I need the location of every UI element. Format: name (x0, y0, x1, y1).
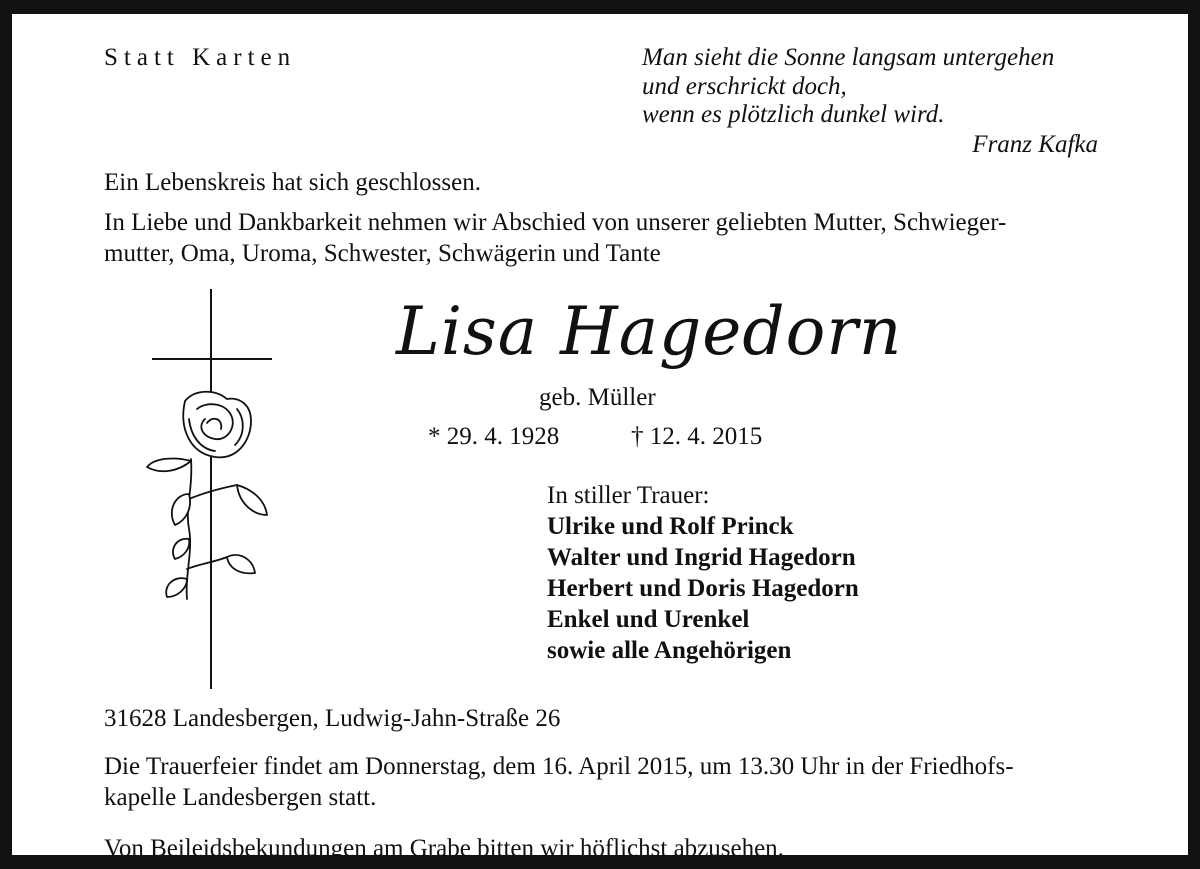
mourner-name: Enkel und Urenkel (547, 606, 750, 633)
farewell-text (104, 207, 1006, 269)
deceased-name: Lisa Hagedorn (396, 293, 903, 370)
quote-line: und erschrickt doch, (642, 72, 847, 100)
farewell-line: In Liebe und Dankbarkeit nehmen wir Abschied von unserer geliebten Mutter, Schwieger- (104, 209, 1007, 236)
quote-author: Franz Kafka (972, 131, 1098, 158)
quote-line: wenn es plötzlich dunkel wird. (642, 101, 945, 128)
death-date: † 12. 4. 2015 (631, 423, 763, 450)
mourner-name: sowie alle Angehörigen (547, 637, 792, 664)
funeral-line: Die Trauerfeier findet am Donnerstag, dem 16. April 2015, um 13.30 Uhr in der Friedhofs- (104, 753, 1014, 780)
mourners-heading: In stiller Trauer: (547, 482, 710, 509)
birth-date: * 29. 4. 1928 (428, 423, 560, 450)
intro-text: Ein Lebenskreis hat sich geschlossen. (104, 169, 481, 196)
mourner-name: Ulrike und Rolf Princk (547, 513, 794, 540)
cross-icon (152, 289, 272, 689)
rose-icon (147, 392, 267, 599)
mourner-name: Herbert und Doris Hagedorn (547, 575, 859, 602)
condolence-note: Von Beileidsbekundungen am Grabe bitten wir höflichst abzusehen. (104, 835, 784, 862)
birth-name: geb. Müller (539, 384, 656, 411)
funeral-line: kapelle Landesbergen statt. (104, 784, 377, 811)
cross-with-rose-icon (127, 289, 277, 689)
kafka-quote (642, 44, 1054, 130)
funeral-info (104, 751, 1014, 813)
header-statt-karten: Statt Karten (104, 44, 297, 71)
mourners-list (547, 480, 859, 666)
mourner-name: Walter und Ingrid Hagedorn (547, 544, 856, 571)
quote-line: Man sieht die Sonne langsam untergehen (642, 44, 1055, 71)
farewell-line: mutter, Oma, Uroma, Schwester, Schwägerin und Tante (104, 240, 661, 267)
address: 31628 Landesbergen, Ludwig-Jahn-Straße 26 (104, 705, 561, 732)
